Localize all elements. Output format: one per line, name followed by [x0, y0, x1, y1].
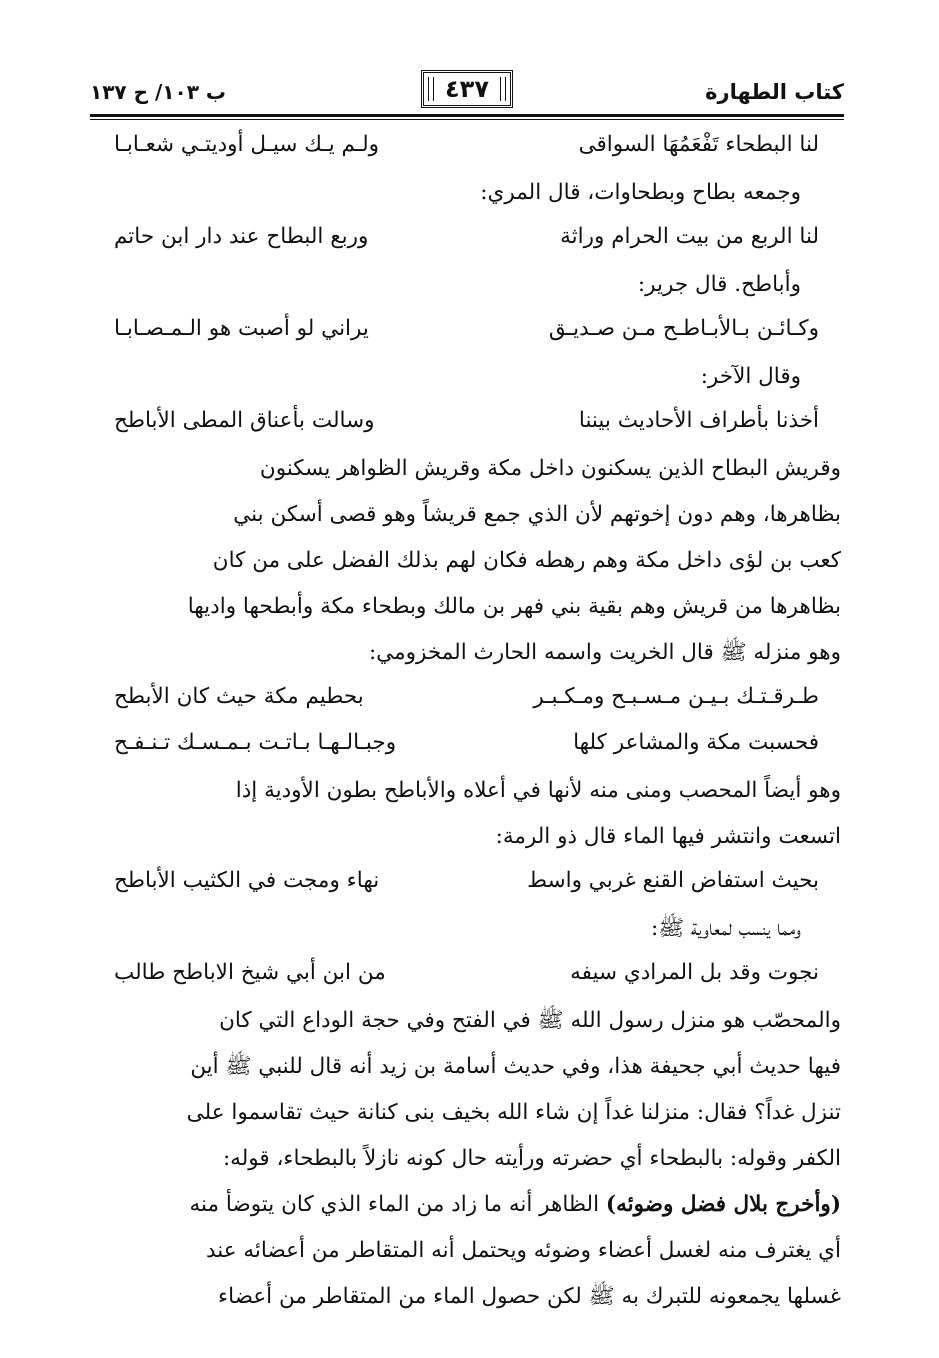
verse-second-hemistich: وجبـالـهـا بـاتـت بـمـسـك تـنـفـح: [114, 730, 397, 755]
poetry-verse: [114, 308, 819, 354]
poetry-verse: [114, 676, 819, 722]
verse-introduction: ومما ينسب لمعاوية ﷺ:: [650, 916, 801, 941]
header-divider: [90, 114, 844, 120]
text-line: الكفر وقوله: بالبطحاء أي حضرته ورأيته حال كونه نازلاً بالبطحاء، قوله:: [222, 1146, 841, 1171]
verse-second-hemistich: وربع البطاح عند دار ابن حاتم: [114, 224, 369, 249]
verse-introduction: وقال الآخر:: [700, 364, 801, 389]
verse-introduction: وجمعه بطاح وبطحاوات، قال المري:: [480, 180, 801, 205]
verse-first-hemistich: طـرقـتـك بـيـن مـسـبـح ومـكـبـر: [533, 684, 819, 709]
quoted-hadith-phrase: (وأخرج بلال فضل وضوئه): [605, 1192, 841, 1217]
text-line: تنزل غداً؟ فقال: منزلنا غداً إن شاء الله بخيف بنى كنانة حيث تقاسموا على: [186, 1100, 841, 1125]
chapter-title: كتاب الطهارة: [705, 80, 844, 104]
text-line: وهو أيضاً المحصب ومنى منه لأنها في أعلاه والأباطح بطون الأودية إذا: [235, 778, 841, 803]
poetry-verse: [114, 722, 819, 768]
poetry-verse: [114, 952, 819, 998]
verse-introduction: وأباطح. قال جرير:: [637, 272, 801, 297]
text-line: [92, 1182, 841, 1228]
hadith-reference: ب ١٠٣/ ح ١٣٧: [90, 80, 226, 104]
verse-second-hemistich: وسالت بأعناق المطى الأباطح: [114, 408, 375, 433]
verse-first-hemistich: نجوت وقد بل المرادي سيفه: [570, 960, 819, 985]
verse-first-hemistich: بحيث استفاض القنع غربي واسط: [527, 868, 819, 893]
text-line: غسلها يجمعونه للتبرك به ﷺ لكن حصول الماء من المتقاطر من أعضاء: [218, 1284, 841, 1309]
text-line: وهو منزله ﷺ قال الخريت واسمه الحارث المخزومي:: [368, 640, 841, 665]
verse-first-hemistich: أخذنا بأطراف الأحاديث بيننا: [578, 408, 819, 433]
poetry-verse: [114, 400, 819, 446]
page-number: ٤٣٧: [421, 70, 513, 108]
commentary-text: الظاهر أنه ما زاد من الماء الذي كان يتوضأ منه: [189, 1192, 606, 1217]
verse-first-hemistich: فحسبت مكة والمشاعر كلها: [573, 730, 819, 755]
page-content: [92, 124, 841, 1320]
poetry-verse: [114, 860, 819, 906]
verse-second-hemistich: من ابن أبي شيخ الاباطح طالب: [114, 960, 386, 985]
poetry-verse: [114, 216, 819, 262]
text-line: وقريش البطاح الذين يسكنون داخل مكة وقريش الظواهر يسكنون: [259, 456, 841, 481]
text-line: اتسعت وانتشر فيها الماء قال ذو الرمة:: [495, 824, 841, 849]
poetry-verse: [114, 124, 819, 170]
verse-first-hemistich: وكـائـن بـالأبـاطـح مـن صـديـق: [548, 316, 819, 341]
verse-second-hemistich: ولـم يـك سيـل أوديتـي شعـابـا: [114, 132, 380, 157]
text-line: بظاهرها من قريش وهم بقية بني فهر بن مالك وبطحاء مكة وأبطحها واديها: [187, 594, 841, 619]
text-line: كعب بن لؤى داخل مكة وهم رهطه فكان لهم بذلك الفضل على من كان: [212, 548, 841, 573]
page-header: [90, 70, 844, 120]
verse-second-hemistich: يراني لو أصبت هو الـمـصـابـا: [114, 316, 369, 341]
text-line: أي يغترف منه لغسل أعضاء وضوئه ويحتمل أنه المتقاطر من أعضائه عند: [205, 1238, 841, 1263]
text-line: والمحصّب هو منزل رسول الله ﷺ في الفتح وفي حجة الوداع التي كان: [219, 1008, 841, 1033]
verse-second-hemistich: نهاء ومجت في الكثيب الأباطح: [114, 868, 380, 893]
text-line: بظاهرها، وهم دون إخوتهم لأن الذي جمع قريشاً وهو قصى أسكن بني: [233, 502, 841, 527]
verse-first-hemistich: لنا الربع من بيت الحرام وراثة: [560, 224, 819, 249]
verse-second-hemistich: بحطيم مكة حيث كان الأبطح: [114, 684, 364, 709]
verse-first-hemistich: لنا البطحاء تَفْعَمُهَا السواقى: [578, 132, 819, 157]
text-line: فيها حديث أبي جحيفة هذا، وفي حديث أسامة بن زيد أنه قال للنبي ﷺ أين: [190, 1054, 841, 1079]
